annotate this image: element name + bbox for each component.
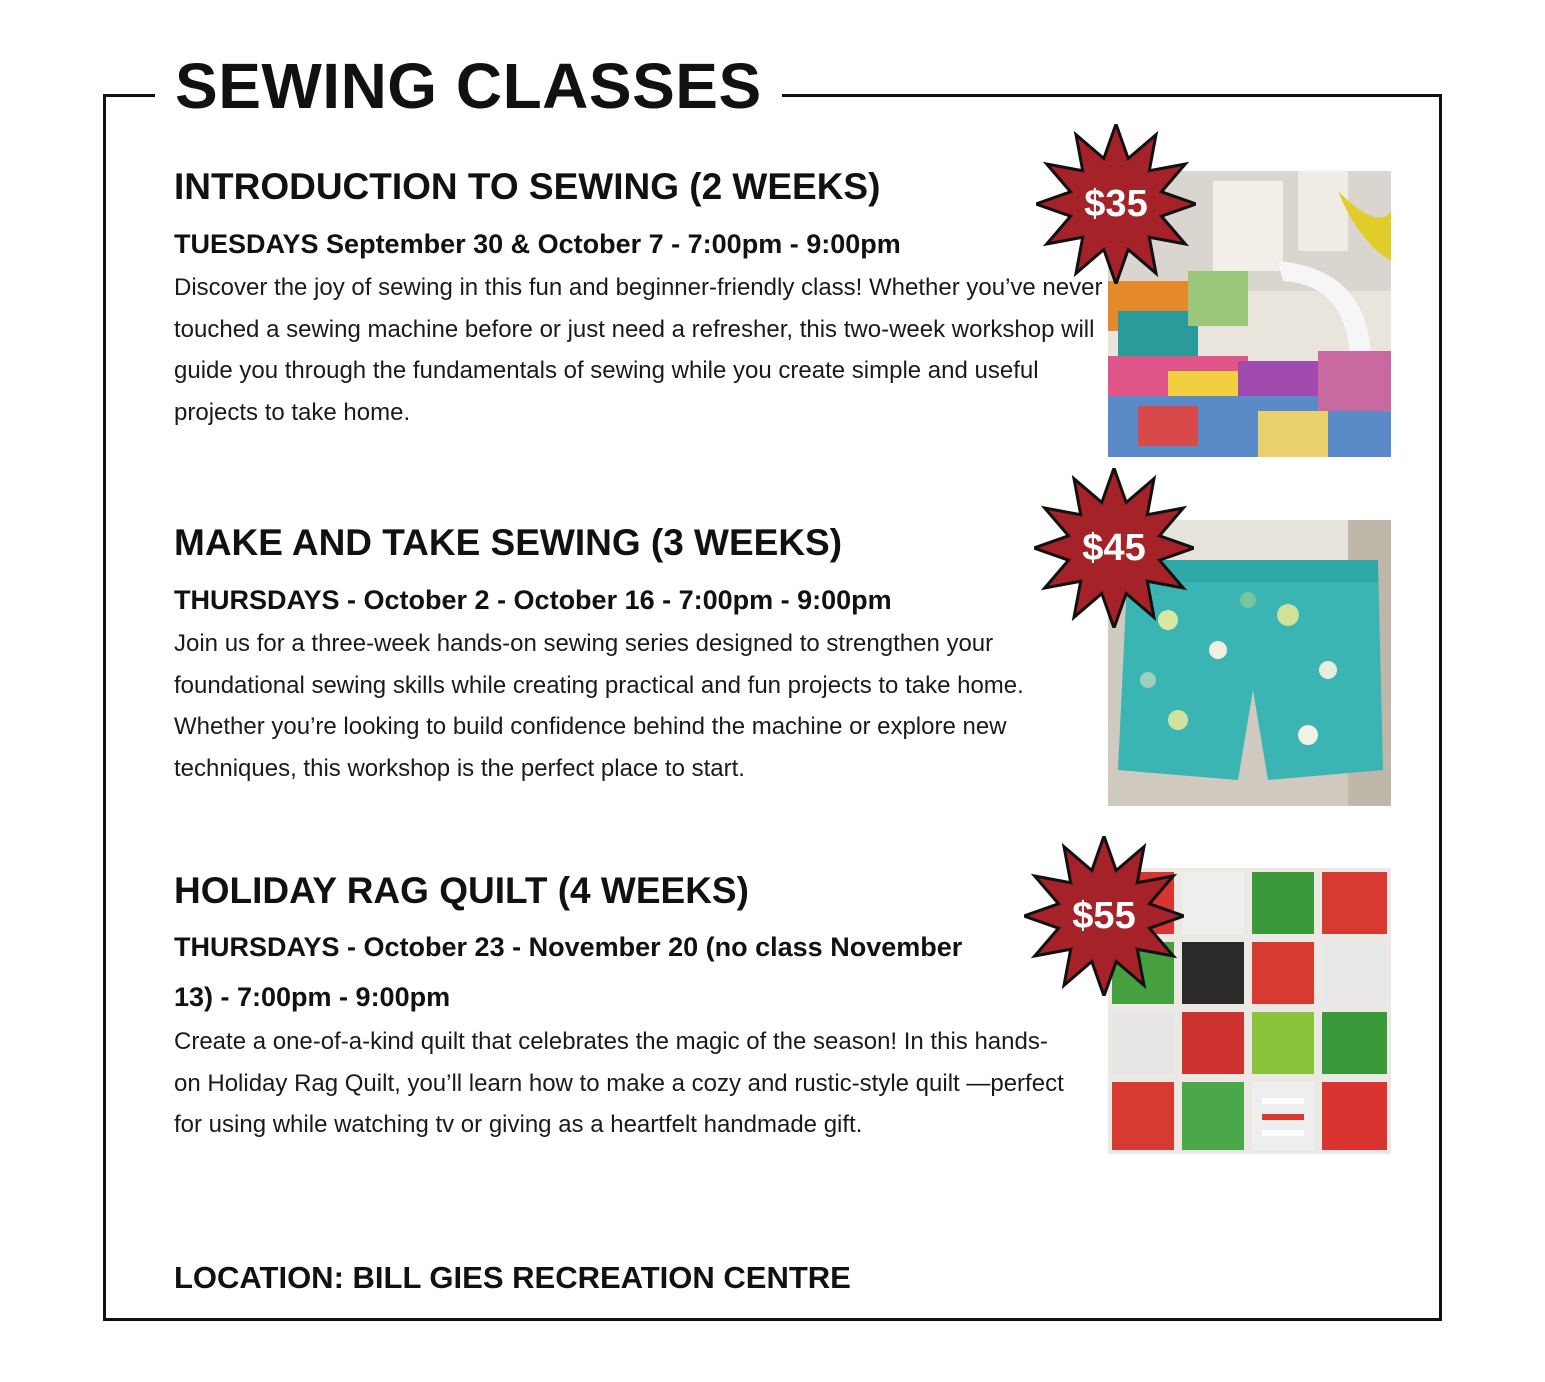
price-badge-make-and-take	[1034, 468, 1194, 628]
price-label-holiday-rag-quilt: $55	[1072, 894, 1136, 937]
class-title-holiday-rag-quilt: HOLIDAY RAG QUILT (4 WEEKS)	[174, 870, 749, 911]
class-title-make-and-take: MAKE AND TAKE SEWING (3 WEEKS)	[174, 522, 843, 563]
class-description-holiday-rag-quilt: Create a one-of-a-kind quilt that celebrates the magic of the season! In this hands-on Holiday Rag Quilt, you’ll learn how to make a cozy and rustic-style quilt —perfect for using while watching tv or giving as a heartfelt handmade gift.	[174, 1028, 1064, 1138]
class-schedule-make-and-take: THURSDAYS - October 2 - October 16 - 7:00pm - 9:00pm	[174, 585, 892, 615]
location-label: LOCATION: BILL GIES RECREATION CENTRE	[174, 1260, 851, 1295]
price-badge-holiday-rag-quilt	[1024, 836, 1184, 996]
class-schedule-intro: TUESDAYS September 30 & October 7 - 7:00pm - 9:00pm	[174, 229, 901, 259]
page-title: SEWING CLASSES	[155, 46, 782, 126]
price-badge-intro	[1036, 124, 1196, 284]
class-description-intro: Discover the joy of sewing in this fun and beginner-friendly class! Whether you’ve never touched a sewing machine before or just need a refresher, this two-week workshop will guide you through the fundamentals of sewing while you create simple and useful projects to take home.	[174, 274, 1103, 426]
class-description-make-and-take: Join us for a three-week hands-on sewing series designed to strengthen your foundational sewing skills while creating practical and fun projects to take home. Whether you’re looking to build confidence behind the machine or explore new techniques, this workshop is the perfect place to start.	[174, 630, 1024, 782]
price-label-make-and-take: $45	[1082, 526, 1146, 569]
class-schedule-holiday-rag-quilt: THURSDAYS - October 23 - November 20 (no class November 13) - 7:00pm - 9:00pm	[174, 932, 963, 1012]
class-title-intro: INTRODUCTION TO SEWING (2 WEEKS)	[174, 166, 881, 207]
price-label-intro: $35	[1084, 182, 1148, 225]
